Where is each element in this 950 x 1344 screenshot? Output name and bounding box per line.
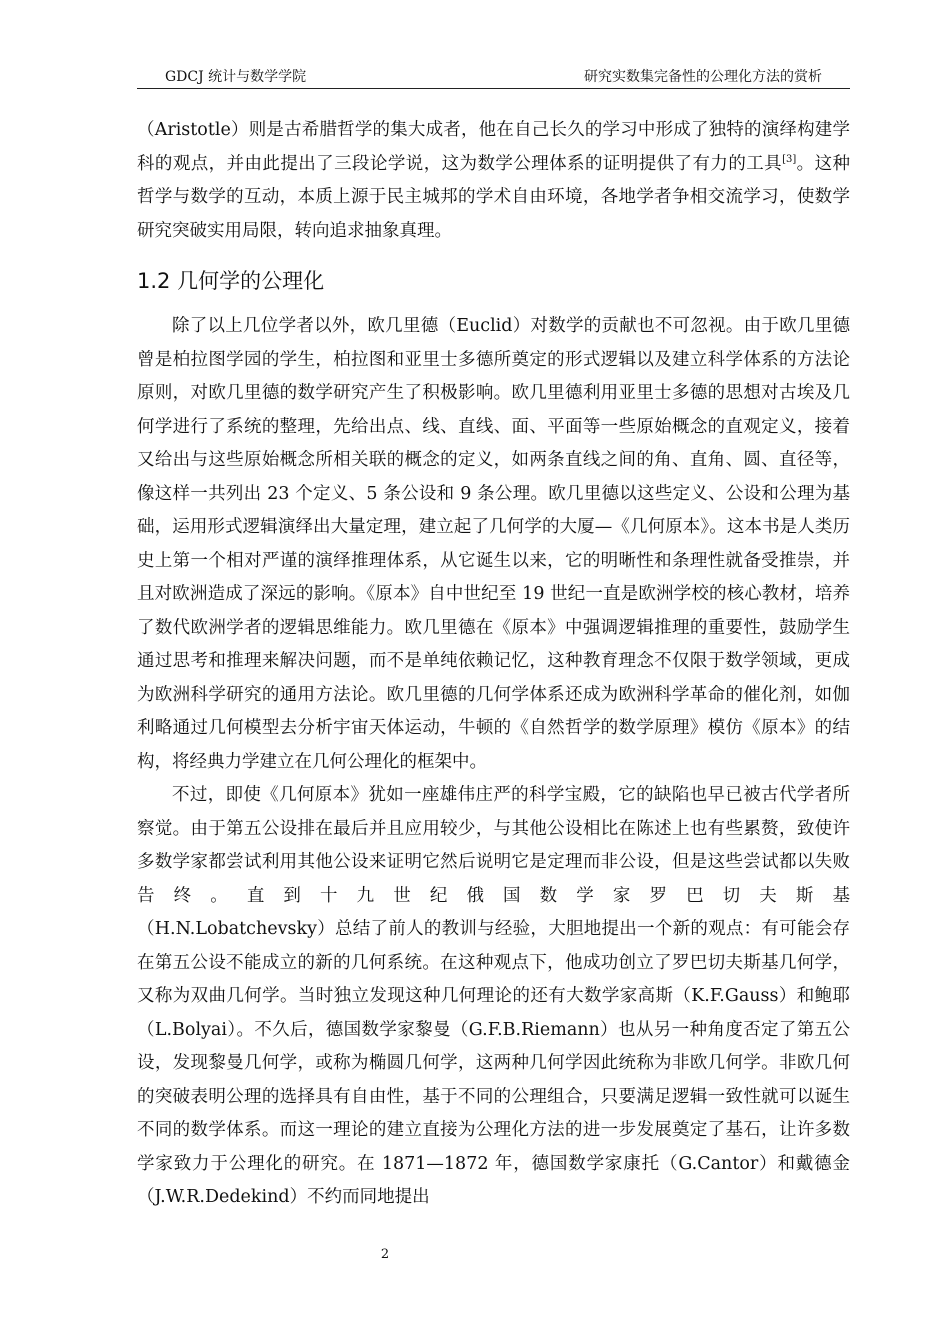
header-right-text: 研究实数集完备性的公理化方法的赏析 xyxy=(584,69,822,85)
paragraph-euclid: 除了以上几位学者以外，欧几里德（Euclid）对数学的贡献也不可忽视。由于欧几里德曾是柏拉图学园的学生，柏拉图和亚里士多德所奠定的形式逻辑以及建立科学体系的方法论原则，对欧几里德的数学研究产生了积极影响。欧几里德利用亚里士多德的思想对古埃及几何学进行了系统的整理，先给出点、线、直线、面、平面等一些原始概念的直观定义，接着又给出与这些原始概念所相关联的概念的定义，如两条直线之间的角、直角、圆、直径等，像这样一共列出 23 个定义、5 条公设和 9 条公理。欧几里德以这些定义、公设和公理为基础，运用形式逻辑演绎出大量定理，建立起了几何学的大厦—《几何原本》。这本书是人类历史上第一个相对严谨的演绎推理体系，从它诞生以来，它的明晰性和条理性就备受推崇，并且对欧洲造成了深远的影响。《原本》自中世纪至 19 世纪一直是欧洲学校的核心教材，培养了数代欧洲学者的逻辑思维能力。欧几里德在《原本》中强调逻辑推理的重要性，鼓励学生通过思考和推理来解决问题，而不是单纯依赖记忆，这种教育理念不仅限于数学领域，更成为欧洲科学研究的通用方法论。欧几里德的几何学体系还成为欧洲科学革命的催化剂，如伽利略通过几何模型去分析宇宙天体运动，牛顿的《自然哲学的数学原理》模仿《原本》的结构，将经典力学建立在几何公理化的框架中。 xyxy=(137,316,850,772)
page-header xyxy=(137,62,850,89)
page-body xyxy=(137,114,850,1215)
paragraph-top xyxy=(137,114,850,248)
section-heading: 1.2 几何学的公理化 xyxy=(137,269,325,293)
paragraph-non-euclid-part-1: 不过，即使《几何原本》犹如一座雄伟庄严的科学宝殿，它的缺陷也早已被古代学者所察觉。由于第五公设排在最后并且应用较少，与其他公设相比在陈述上也有些累赘，致使许多数学家都尝试利用其他公设来证明它然后说明它是定理而非公设，但是这些尝试都以失败告终。直到十九世纪俄国数学家罗巴切夫斯基 xyxy=(137,785,850,906)
page-number: 2 xyxy=(380,1247,390,1262)
paragraph-top-text-a: （Aristotle）则是古希腊哲学的集大成者，他在自己长久的学习中形成了独特的演绎构建学科的观点，并由此提出了三段论学说，这为数学公理体系的证明提供了有力的工具 xyxy=(137,120,850,174)
citation-ref: [3] xyxy=(782,153,797,165)
paragraph-non-euclid-part-2: （H.N.Lobatchevsky）总结了前人的教训与经验，大胆地提出一个新的观点：有可能会存在第五公设不能成立的新的几何系统。在这种观点下，他成功创立了罗巴切夫斯基几何学，又称为双曲几何学。当时独立发现这种几何理论的还有大数学家高斯（K.F.Gauss）和鲍耶（L.Bolyai）。不久后，德国数学家黎曼（G.F.B.Riemann）也从另一种角度否定了第五公设，发现黎曼几何学，或称为椭圆几何学，这两种几何学因此统称为非欧几何学。非欧几何的突破表明公理的选择具有自由性，基于不同的公理组合，只要满足逻辑一致性就可以诞生不同的数学体系。而这一理论的建立直接为公理化方法的进一步发展奠定了基石，让许多数学家致力于公理化的研究。在 1871—1872 年，德国数学家康托（G.Cantor）和戴德金（J.W.R.Dedekind）不约而同地提出 xyxy=(137,919,850,1207)
header-left-text: GDCJ 统计与数学学院 xyxy=(165,69,307,85)
paragraph-top-text-b: 。这种哲学与数学的互动，本质上源于民主城邦的学术自由环境，各地学者争相交流学习，使数学研究突破实用局限，转向追求抽象真理。 xyxy=(137,153,851,241)
